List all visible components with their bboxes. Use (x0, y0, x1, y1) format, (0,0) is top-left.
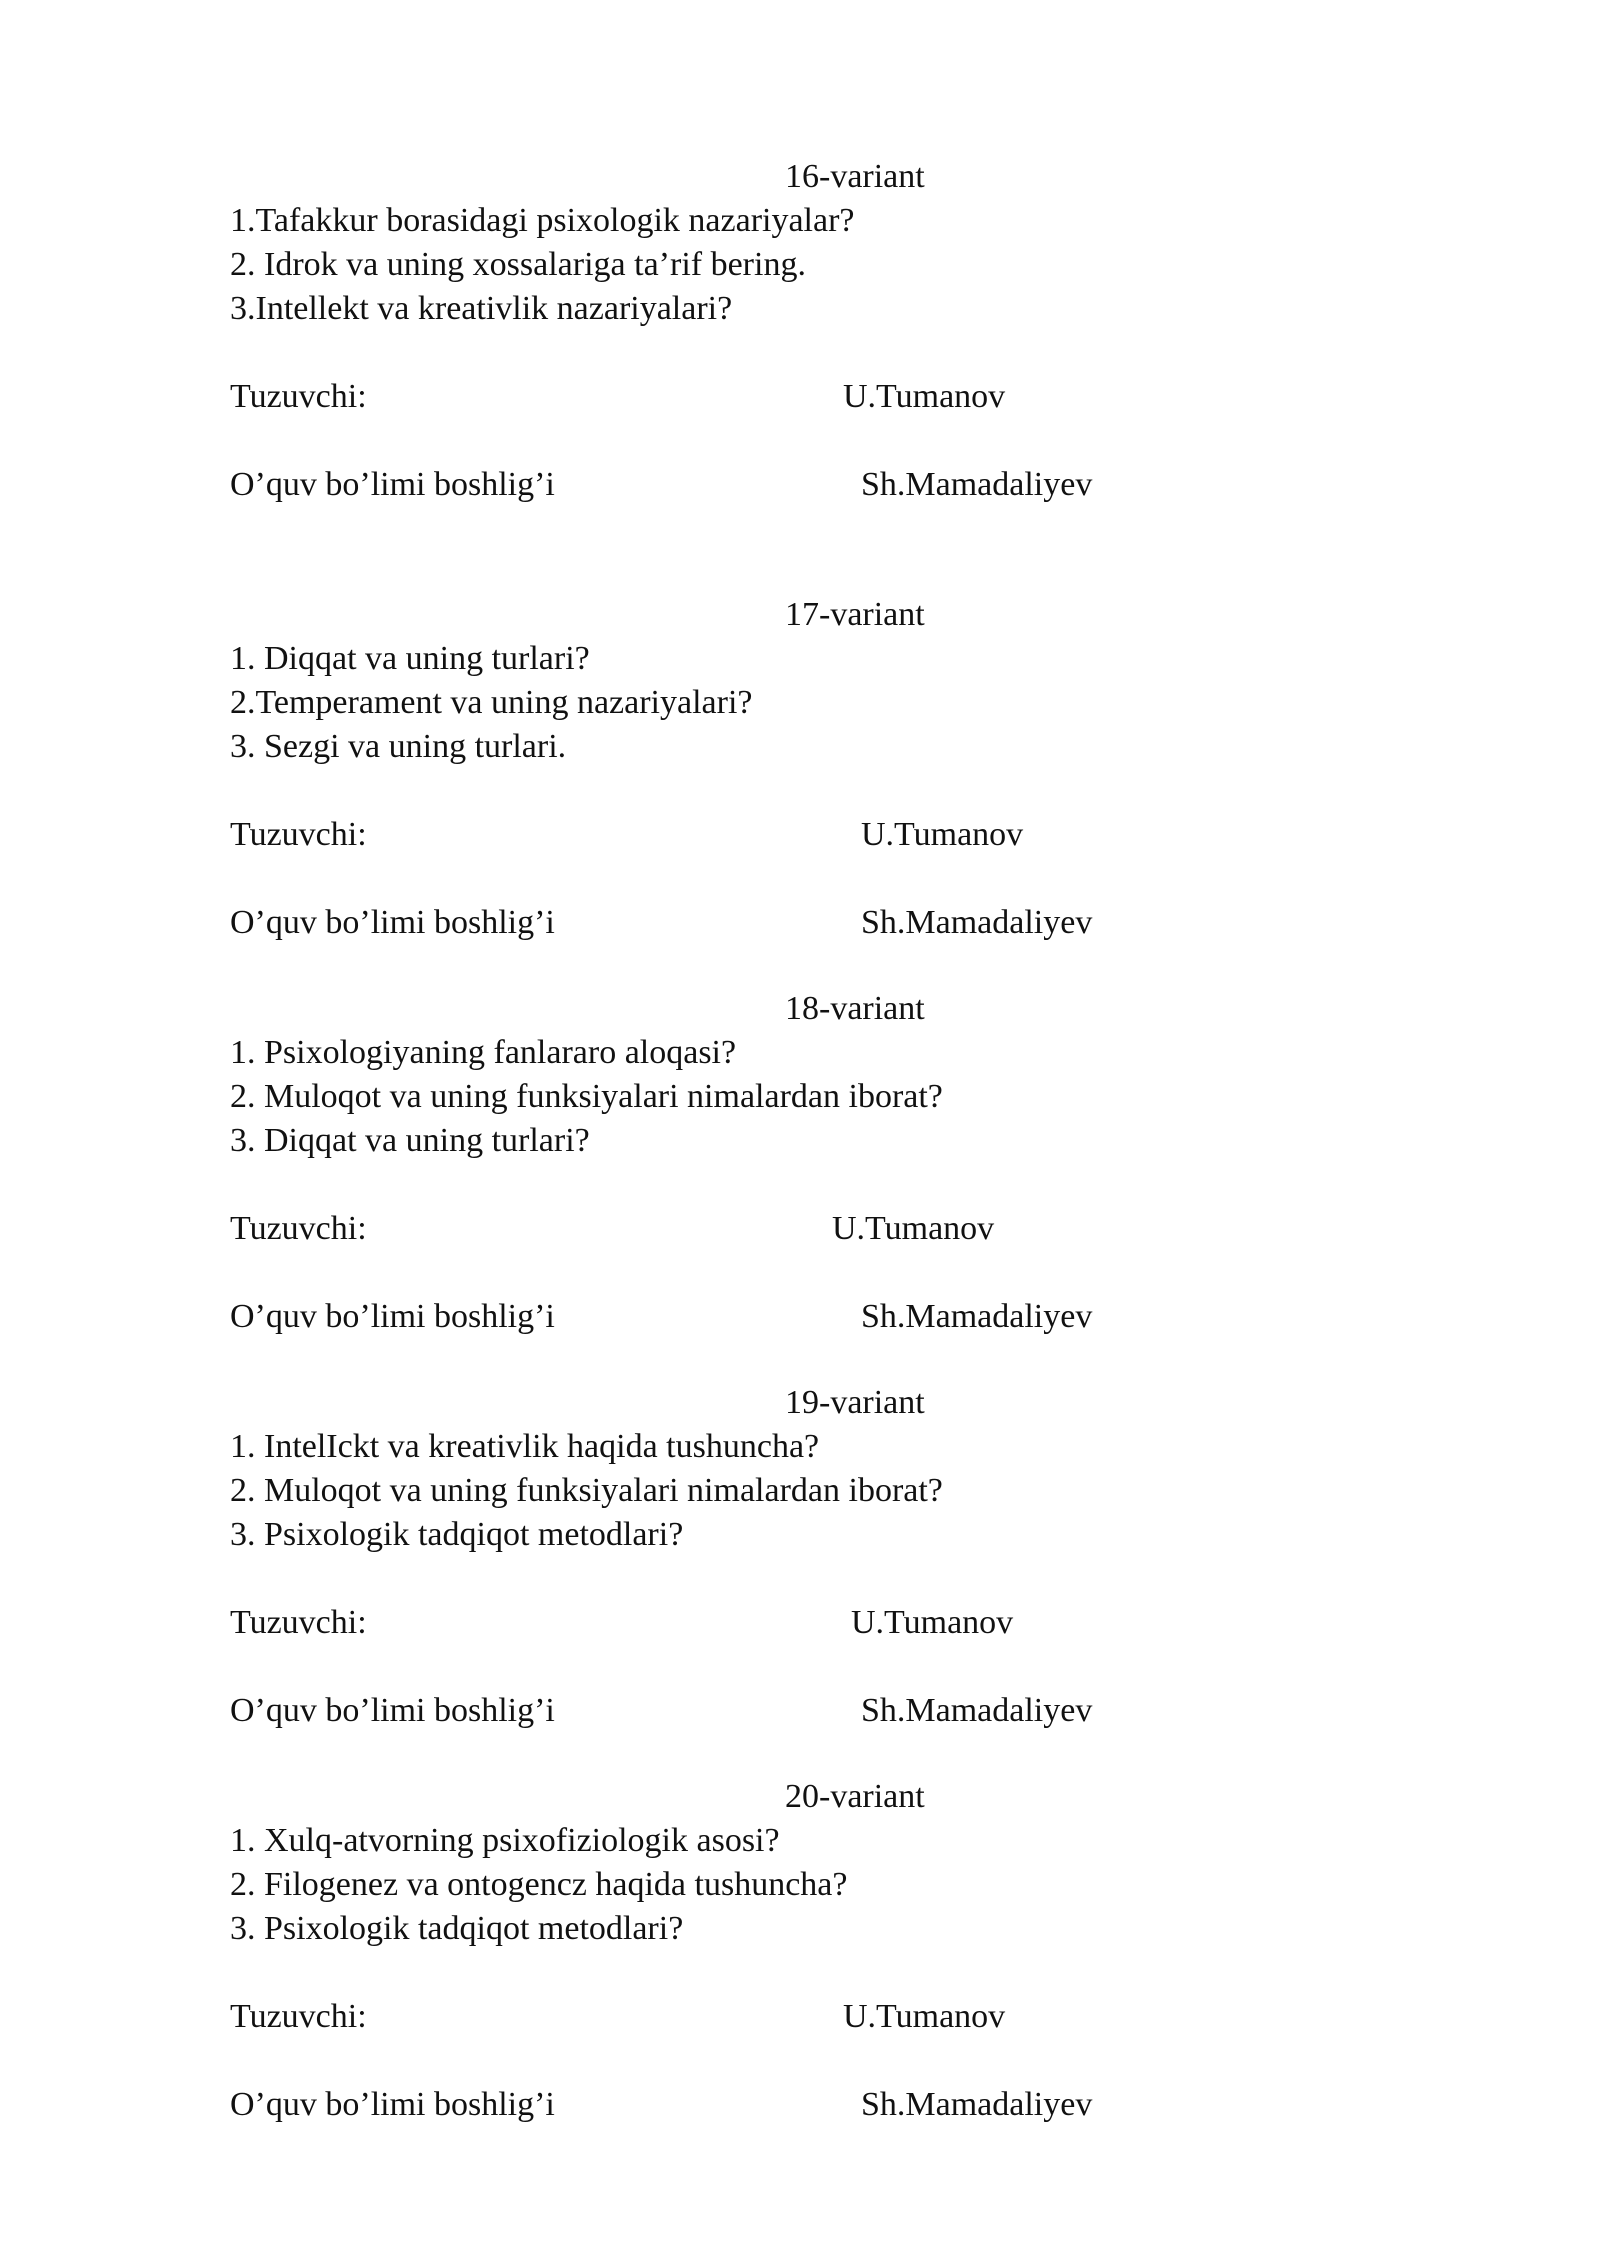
compiler-label: Tuzuvchi: (230, 378, 367, 415)
head-label: O’quv bo’limi boshlig’i (230, 1692, 555, 1729)
question-item: 3. Diqqat va uning turlari? (230, 1122, 590, 1159)
variant-title: 19-variant (785, 1384, 925, 1421)
head-name: Sh.Mamadaliyev (861, 466, 1093, 503)
compiler-label: Tuzuvchi: (230, 1210, 367, 1247)
head-name: Sh.Mamadaliyev (861, 904, 1093, 941)
head-label: O’quv bo’limi boshlig’i (230, 1298, 555, 1335)
question-item: 1. Diqqat va uning turlari? (230, 640, 590, 677)
question-item: 3. Psixologik tadqiqot metodlari? (230, 1516, 684, 1553)
head-name: Sh.Mamadaliyev (861, 1298, 1093, 1335)
question-item: 2. Filogenez va ontogencz haqida tushuncha? (230, 1866, 848, 1903)
question-item: 1. Xulq-atvorning psixofiziologik asosi? (230, 1822, 780, 1859)
compiler-name: U.Tumanov (843, 1998, 1006, 2035)
question-item: 2.Temperament va uning nazariyalari? (230, 684, 753, 721)
compiler-label: Tuzuvchi: (230, 1998, 367, 2035)
question-item: 3.Intellekt va kreativlik nazariyalari? (230, 290, 733, 327)
compiler-name: U.Tumanov (832, 1210, 995, 1247)
question-item: 1.Tafakkur borasidagi psixologik nazariyalar? (230, 202, 855, 239)
question-item: 1. Psixologiyaning fanlararo aloqasi? (230, 1034, 737, 1071)
question-item: 1. IntelIckt va kreativlik haqida tushuncha? (230, 1428, 820, 1465)
question-item: 2. Idrok va uning xossalariga ta’rif bering. (230, 246, 806, 283)
variant-title: 20-variant (785, 1778, 925, 1815)
compiler-label: Tuzuvchi: (230, 1604, 367, 1641)
head-label: O’quv bo’limi boshlig’i (230, 466, 555, 503)
head-label: O’quv bo’limi boshlig’i (230, 904, 555, 941)
question-item: 3. Sezgi va uning turlari. (230, 728, 567, 765)
compiler-label: Tuzuvchi: (230, 816, 367, 853)
question-item: 3. Psixologik tadqiqot metodlari? (230, 1910, 684, 1947)
head-name: Sh.Mamadaliyev (861, 2086, 1093, 2123)
head-label: O’quv bo’limi boshlig’i (230, 2086, 555, 2123)
question-item: 2. Muloqot va uning funksiyalari nimalardan iborat? (230, 1078, 943, 1115)
head-name: Sh.Mamadaliyev (861, 1692, 1093, 1729)
variant-title: 16-variant (785, 158, 925, 195)
compiler-name: U.Tumanov (843, 378, 1006, 415)
compiler-name: U.Tumanov (861, 816, 1024, 853)
variant-title: 17-variant (785, 596, 925, 633)
compiler-name: U.Tumanov (851, 1604, 1014, 1641)
variant-title: 18-variant (785, 990, 925, 1027)
question-item: 2. Muloqot va uning funksiyalari nimalardan iborat? (230, 1472, 943, 1509)
